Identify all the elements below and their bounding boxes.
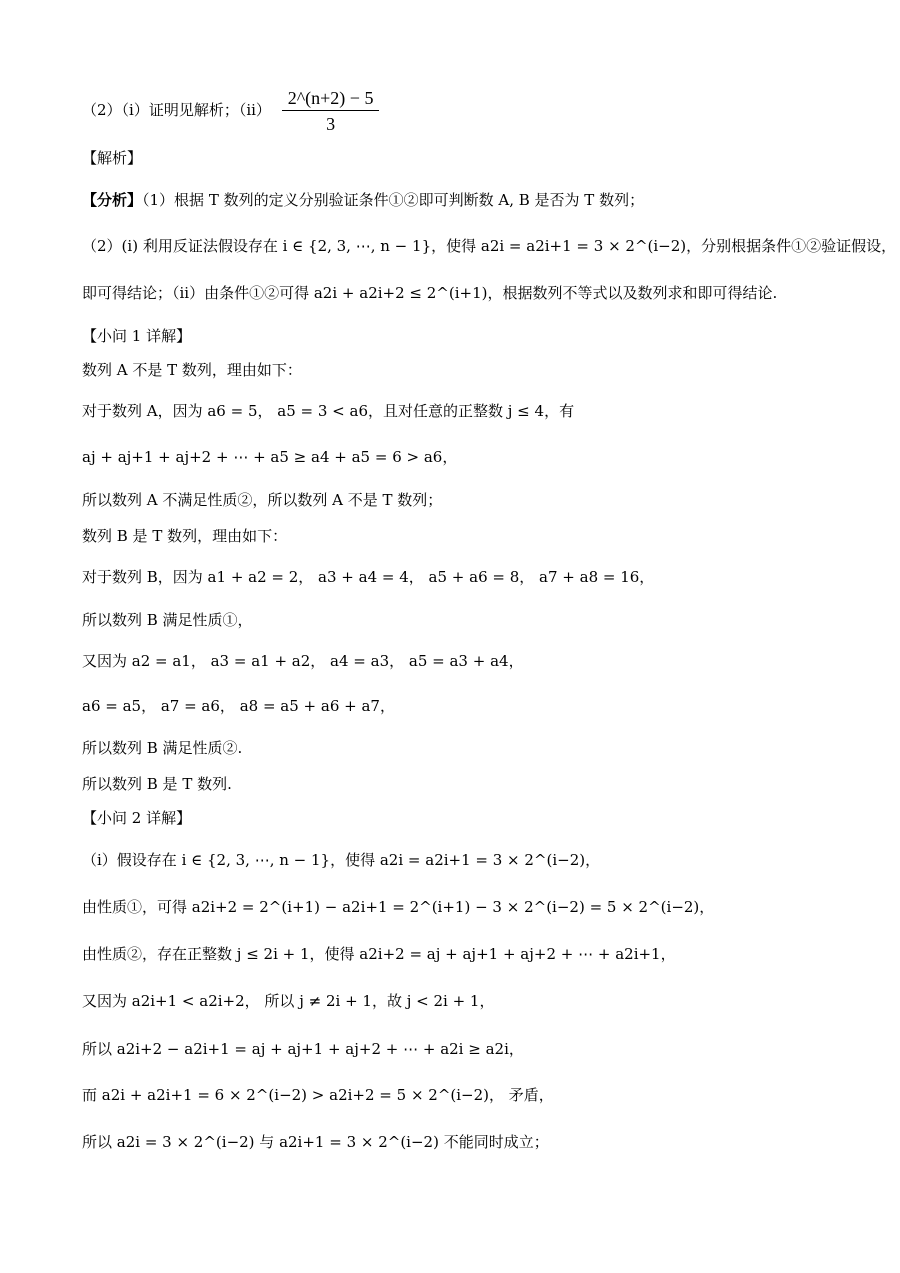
q1-line-8: 又因为 a2 = a1， a3 = a1 + a2， a4 = a3， a5 = a3 + a4， bbox=[82, 652, 524, 670]
q2-line-2: 由性质①，可得 a2i+2 = 2^(i+1) − a2i+1 = 2^(i+1) − 3 × 2^(i−2) = 5 × 2^(i−2)， bbox=[82, 898, 715, 916]
fenxi2-line-b: 即可得结论；（ii）由条件①②可得 a2i + a2i+2 ≤ 2^(i+1)，根据数列不等式以及数列求和即可得结论. bbox=[82, 284, 778, 302]
q1-line-6: 对于数列 B，因为 a1 + a2 = 2， a3 + a4 = 4， a5 + a6 = 8， a7 + a8 = 16， bbox=[82, 568, 655, 586]
q1-line-5: 数列 B 是 T 数列，理由如下： bbox=[82, 527, 288, 545]
q1-line-11: 所以数列 B 是 T 数列. bbox=[82, 775, 232, 793]
fenxi-tag: 【分析】 bbox=[82, 191, 143, 209]
q1-title: 【小问 1 详解】 bbox=[82, 327, 192, 345]
q1-line-3: aj + aj+1 + aj+2 + ⋯ + a5 ≥ a4 + a5 = 6 > a6， bbox=[82, 448, 458, 466]
q2-line-7: 所以 a2i = 3 × 2^(i−2) 与 a2i+1 = 3 × 2^(i−2) 不能同时成立； bbox=[82, 1133, 549, 1151]
q2-line-3: 由性质②，存在正整数 j ≤ 2i + 1，使得 a2i+2 = aj + aj+1 + aj+2 + ⋯ + a2i+1， bbox=[82, 945, 676, 963]
fenxi-text: （1）根据 T 数列的定义分别验证条件①②即可判断数 A, B 是否为 T 数列； bbox=[142, 191, 645, 209]
fenxi2-line-a: （2）(i) 利用反证法假设存在 i ∈ {2, 3, ⋯, n − 1}，使得 a2i = a2i+1 = 3 × 2^(i−2)，分别根据条件①②验证假设， bbox=[82, 237, 897, 255]
q1-line-2: 对于数列 A，因为 a6 = 5， a5 = 3 < a6，且对任意的正整数 j ≤ 4，有 bbox=[82, 402, 575, 420]
q2-title: 【小问 2 详解】 bbox=[82, 809, 192, 827]
q2-line-5: 所以 a2i+2 − a2i+1 = aj + aj+1 + aj+2 + ⋯ + a2i ≥ a2i， bbox=[82, 1040, 524, 1058]
q1-line-4: 所以数列 A 不满足性质②，所以数列 A 不是 T 数列； bbox=[82, 491, 443, 509]
q1-line-9: a6 = a5， a7 = a6， a8 = a5 + a6 + a7， bbox=[82, 697, 395, 715]
q1-line-1: 数列 A 不是 T 数列，理由如下： bbox=[82, 361, 302, 379]
q2-line-6: 而 a2i + a2i+1 = 6 × 2^(i−2) > a2i+2 = 5 × 2^(i−2)， 矛盾， bbox=[82, 1086, 554, 1104]
answer-line bbox=[82, 88, 379, 134]
fenxi-line bbox=[82, 190, 644, 210]
fraction-denominator: 3 bbox=[326, 114, 336, 134]
section-jiexi: 【解析】 bbox=[82, 149, 143, 167]
q1-line-10: 所以数列 B 满足性质②. bbox=[82, 739, 243, 757]
q1-line-7: 所以数列 B 满足性质①， bbox=[82, 611, 253, 629]
answer-prefix: （2）（i）证明见解析；（ii） bbox=[82, 101, 271, 119]
q2-line-4: 又因为 a2i+1 < a2i+2， 所以 j ≠ 2i + 1，故 j < 2i + 1， bbox=[82, 992, 495, 1010]
q2-line-1: （i）假设存在 i ∈ {2, 3, ⋯, n − 1}，使得 a2i = a2i+1 = 3 × 2^(i−2)， bbox=[82, 851, 601, 869]
answer-fraction bbox=[282, 88, 380, 134]
fraction-numerator: 2^(n+2) − 5 bbox=[282, 88, 380, 111]
